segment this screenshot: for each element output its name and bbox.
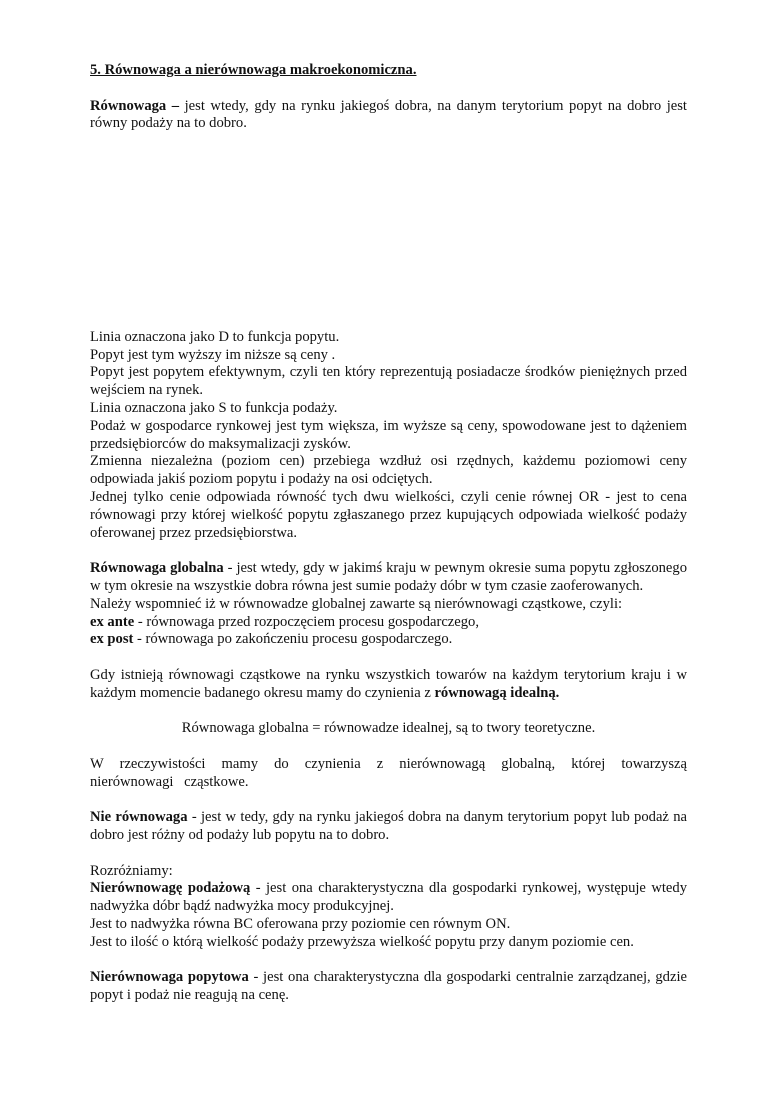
term-ideal-equilibrium: równowagą idealną.: [434, 684, 560, 701]
paragraph-global-equilibrium: [90, 560, 687, 596]
distinguish-label: Rozróżniamy:: [90, 862, 173, 879]
paragraph-disequilibrium: [90, 809, 687, 845]
global-note: Należy wspomnieć iż w równowadze globalnej zawarte są nierównowagi cząstkowe, czyli:: [90, 595, 623, 612]
figure-placeholder: [90, 133, 687, 293]
term-ex-ante: ex ante: [90, 613, 135, 630]
ideal-text: Gdy istnieją równowagi cząstkowe na rynku wszystkich towarów na każdym terytorium kraju i w każdym momencie badanego okresu mamy do czynienia z: [90, 666, 687, 701]
line-d-demand: Linia oznaczona jako D to funkcja popytu.: [90, 328, 340, 345]
paragraph-equilibrium-definition: [90, 98, 687, 134]
demand-disequilibrium-text: - jest ona charakterystyczna dla gospodarki centralnie zarządzanej, gdzie popyt i podaż nie reagują na cenę.: [90, 969, 687, 1004]
term-supply-disequilibrium: Nierównowagę podażową: [90, 880, 251, 897]
term-equilibrium: Równowaga –: [90, 97, 180, 114]
ex-post-line: [90, 631, 687, 649]
ex-post-text: - równowaga po zakończeniu procesu gospodarczego.: [133, 631, 453, 648]
paragraph-reality: W rzeczywistości mamy do czynienia z nierównowagą globalną, której towarzyszą nierównowagi cząstkowe.: [90, 755, 687, 790]
ex-ante-line: [90, 614, 687, 632]
document-page: [90, 62, 687, 1005]
paragraph-demand-disequilibrium: [90, 969, 687, 1005]
equilibrium-definition-text: jest wtedy, gdy na rynku jakiegoś dobra, na danym terytorium popyt na dobro jest równy podaży na to dobro.: [90, 97, 687, 132]
term-disequilibrium: Nie równowaga: [90, 809, 188, 826]
global-equilibrium-text: - jest wtedy, gdy w jakimś kraju w pewnym okresie suma popytu zgłoszonego w tym okresie na wszystkie dobra równa jest sumie podaży dóbr w tym czasie zaoferowanych.: [90, 560, 688, 594]
line-effective-demand: Popyt jest popytem efektywnym, czyli ten który reprezentują posiadacze środków pieniężnych przed wejściem na rynek.: [90, 364, 687, 399]
disequilibrium-text: - jest w tedy, gdy na rynku jakiegoś dobra na danym terytorium popyt lub podaż na dobro jest różny od podaży lub popytu na to dobro.: [90, 809, 687, 844]
line-demand-higher: Popyt jest tym wyższy im niższe są ceny .: [90, 346, 336, 363]
line-equilibrium-price: Jednej tylko cenie odpowiada równość tych dwu wielkości, czyli cenie równej OR - jest to cena równowagi przy której wielkość popytu zgłaszanego przez kupujących odpowiada wielkość podaży oferowanej przez przedsiębiorstwa.: [90, 488, 687, 541]
supply-excess-line: Jest to ilość o którą wielkość podaży przewyższa wielkość popytu przy danym poziomie cen.: [90, 933, 634, 950]
term-demand-disequilibrium: Nierównowaga popytowa: [90, 969, 249, 986]
supply-surplus-line: Jest to nadwyżka równa BC oferowana przy poziomie cen równym ON.: [90, 916, 511, 933]
supply-disequilibrium-text: - jest ona charakterystyczna dla gospodarki rynkowej, występuje wtedy nadwyżka dóbr bądź nadwyżka mocy produkcyjnej.: [90, 880, 687, 915]
paragraph-supply-disequilibrium: [90, 880, 687, 916]
paragraph-ideal-equilibrium: [90, 667, 687, 703]
line-s-supply: Linia oznaczona jako S to funkcja podaży.: [90, 399, 338, 416]
line-supply-market: Podaż w gospodarce rynkowej jest tym większa, im wyższe są ceny, spowodowane jest to dążeniem przedsiębiorców do maksymalizacji zysków.: [90, 417, 687, 452]
term-ex-post: ex post: [90, 631, 134, 648]
page-title: 5. Równowaga a nierównowaga makroekonomiczna.: [90, 62, 417, 78]
ex-ante-text: - równowaga przed rozpoczęciem procesu gospodarczego,: [134, 613, 480, 630]
term-global-equilibrium: Równowaga globalna: [90, 560, 224, 577]
centered-statement: Równowaga globalna = równowadze idealnej, są to twory teoretyczne.: [181, 720, 596, 737]
line-independent-variable: Zmienna niezależna (poziom cen) przebiega wzdłuż osi rzędnych, każdemu poziomowi ceny odpowiada jakiś poziom popytu i podaży na osi odciętych.: [90, 453, 687, 488]
